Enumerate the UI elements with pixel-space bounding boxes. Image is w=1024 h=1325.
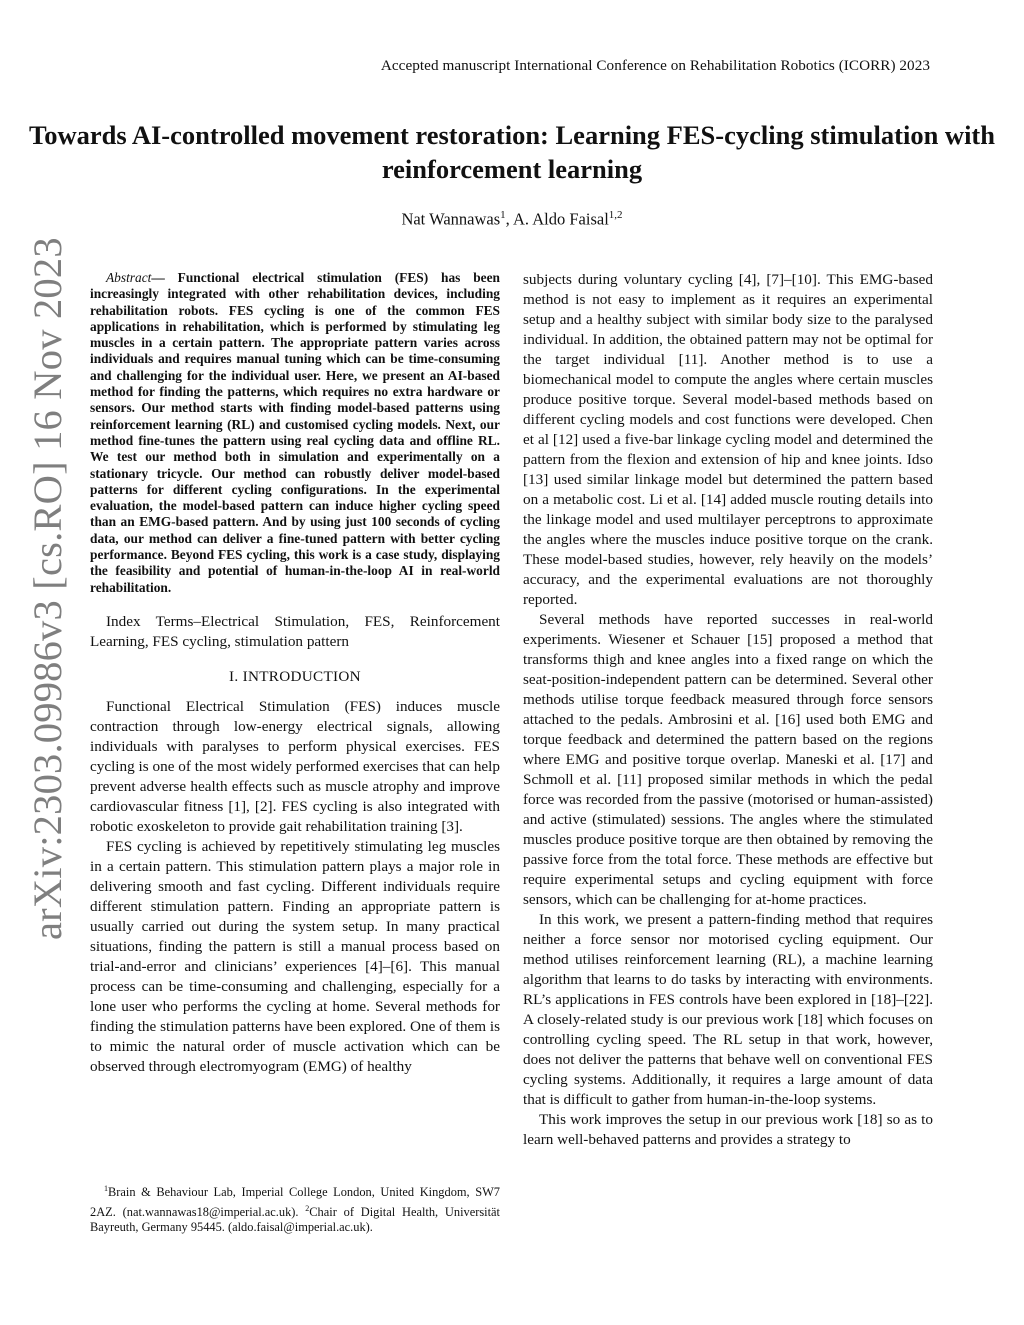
index-terms: Index Terms–Electrical Stimulation, FES, Reinforcement Learning, FES cycling, stimulation pattern xyxy=(90,612,500,650)
paper-title: Towards AI-controlled movement restoration: Learning FES-cycling stimulation with reinforcement learning xyxy=(28,120,995,184)
affiliation-marker: 1,2 xyxy=(608,209,623,221)
paragraph: subjects during voluntary cycling [4], [7]–[10]. This EMG-based method is not easy to implement as it requires an experimental setup and a healthy subject with similar body size to the paralysed individual. In addition, the obtained pattern may not be optimal for the target individual [11]. Another method is to use a biomechanical model to compute the angles where certain muscles produce positive torque. Several model-based methods based on different cycling models and cost functions were developed. Chen et al [12] used a five-bar linkage cycling model and determined the pattern from the flexion and extension of hip and knee joints. Idso [13] used similar linkage model but determined the pattern based on a metabolic cost. Li et al. [14] added muscle routing details into the linkage model and used multilayer perceptrons to approximate the angles where the muscles induce positive torque on the crank. These model-based studies, however, rely heavily on the models’ accuracy, and the experimental evaluations are not thoroughly reported. xyxy=(523,271,933,608)
section-heading: I. INTRODUCTION xyxy=(229,667,361,685)
footnote-marker: 1 xyxy=(104,1184,108,1193)
abstract-text: Functional electrical stimulation (FES) has been increasingly integrated with other rehabilitation devices, including rehabilitation robots. FES cycling is one of the common FES applications in rehabilitation, which is performed by stimulating leg muscles in a certain pattern. The appropriate pattern varies across individuals and requires manual tuning which can be time-consuming and challenging for the individual user. Here, we present an AI-based method for finding the patterns, which requires no extra hardware or sensors. Our method starts with finding model-based patterns using reinforcement learning (RL) and customised cycling models. Next, our method fine-tunes the pattern using real cycling data and offline RL. We test our method both in simulation and experimentally on a stationary tricycle. Our method can robustly deliver model-based patterns for different cycling configurations. In the experimental evaluation, the model-based pattern can induce higher cycling speed than an EMG-based pattern. And by using just 100 seconds of cycling data, our method can deliver a fine-tuned pattern with better cycling performance. Beyond FES cycling, this work is a case study, displaying the feasibility and potential of human-in-the-loop AI in real-world rehabilitation. xyxy=(90,270,500,595)
abstract xyxy=(90,270,500,596)
author-name: Nat Wannawas xyxy=(401,209,501,229)
right-column xyxy=(523,270,933,1150)
paragraph: This work improves the setup in our previous work [18] so as to learn well-behaved patterns and provides a strategy to xyxy=(523,1111,933,1148)
footnote-text: Brain & Behaviour Lab, Imperial College London, United Kingdom, SW7 2AZ. (nat.wannawas18@imperial.ac.uk). xyxy=(90,1185,500,1219)
paragraph: In this work, we present a pattern-finding method that requires neither a force sensor nor motorised cycling equipment. Our method utilises reinforcement learning (RL), a machine learning algorithm that learns to do tasks by interacting with environments. RL’s applications in FES controls have been explored in [18]–[22]. A closely-related study is our previous work [18] which focuses on controlling cycling speed. The RL setup in that work, however, does not deliver the patterns that behave well on conventional FES cycling systems. Additionally, it requires a large amount of data that is difficult to gather from human-in-the-loop systems. xyxy=(523,911,933,1108)
author-name: A. Aldo Faisal xyxy=(513,209,609,229)
paragraph: FES cycling is achieved by repetitively stimulating leg muscles in a certain pattern. This stimulation pattern plays a major role in delivering smooth and fast cycling. Different individuals require different stimulation pattern. Finding an appropriate pattern is usually carried out during the system setup. In many practical situations, finding the pattern is still a manual process based on trial-and-error and clinicians’ experiences [4]–[6]. This manual process can be time-consuming and challenging, especially for a lone user who performs the cycling at home. Several methods for finding the stimulation patterns have been explored. One of them is to mimic the natural order of muscle activation which can be observed through electromyogram (EMG) of healthy xyxy=(90,837,500,1075)
author-line xyxy=(0,209,1024,230)
paragraph: Several methods have reported successes in real-world experiments. Wiesener et Schauer [15] proposed a method that transforms thigh and knee angles into a fixed range on which the seat-position-independent pattern can be determined. Several other methods utilise torque feedback measured through force sensors attached to the pedals. Ambrosini et al. [16] used both EMG and torque feedback and determined the pattern based on the regions where EMG and positive torque overlap. Maneski et al. [17] and Schmoll et al. [11] proposed similar methods in which the pedal force was recorded from the passive (motorised or human-assisted) and active (stimulated) sessions. The angles where the stimulated muscles produce positive torque are then obtained by removing the passive force from the total force. These methods are effective but require experimental setups and cycling equipment with force sensors, which can be challenging for at-home practices. xyxy=(523,611,933,908)
paragraph: Functional Electrical Stimulation (FES) induces muscle contraction through low-energy electrical signals, allowing individuals with paralyses to perform physical exercises. FES cycling is one of the most widely performed exercises that can help prevent adverse health effects such as muscle atrophy and improve cardiovascular fitness [1], [2]. FES cycling is also integrated with robotic exoskeleton to provide gait rehabilitation training [3]. xyxy=(90,697,500,835)
footnote-marker: 2 xyxy=(305,1203,310,1213)
left-column xyxy=(90,270,500,1077)
author-separator: , xyxy=(505,209,513,229)
affiliation-footnote xyxy=(90,1181,500,1236)
running-header: Accepted manuscript International Conference on Rehabilitation Robotics (ICORR) 2023 xyxy=(380,57,930,74)
footnote-text: Chair of Digital Health, Universität Bayreuth, Germany 95445. (aldo.faisal@imperial.ac.uk). xyxy=(90,1204,500,1235)
affiliation-marker: 1 xyxy=(500,209,506,221)
abstract-label: Abstract xyxy=(106,270,152,285)
abstract-dash: — xyxy=(151,270,178,285)
arxiv-side-stamp: arXiv:2303.09986v3 [cs.RO] 16 Nov 2023 xyxy=(25,237,70,940)
